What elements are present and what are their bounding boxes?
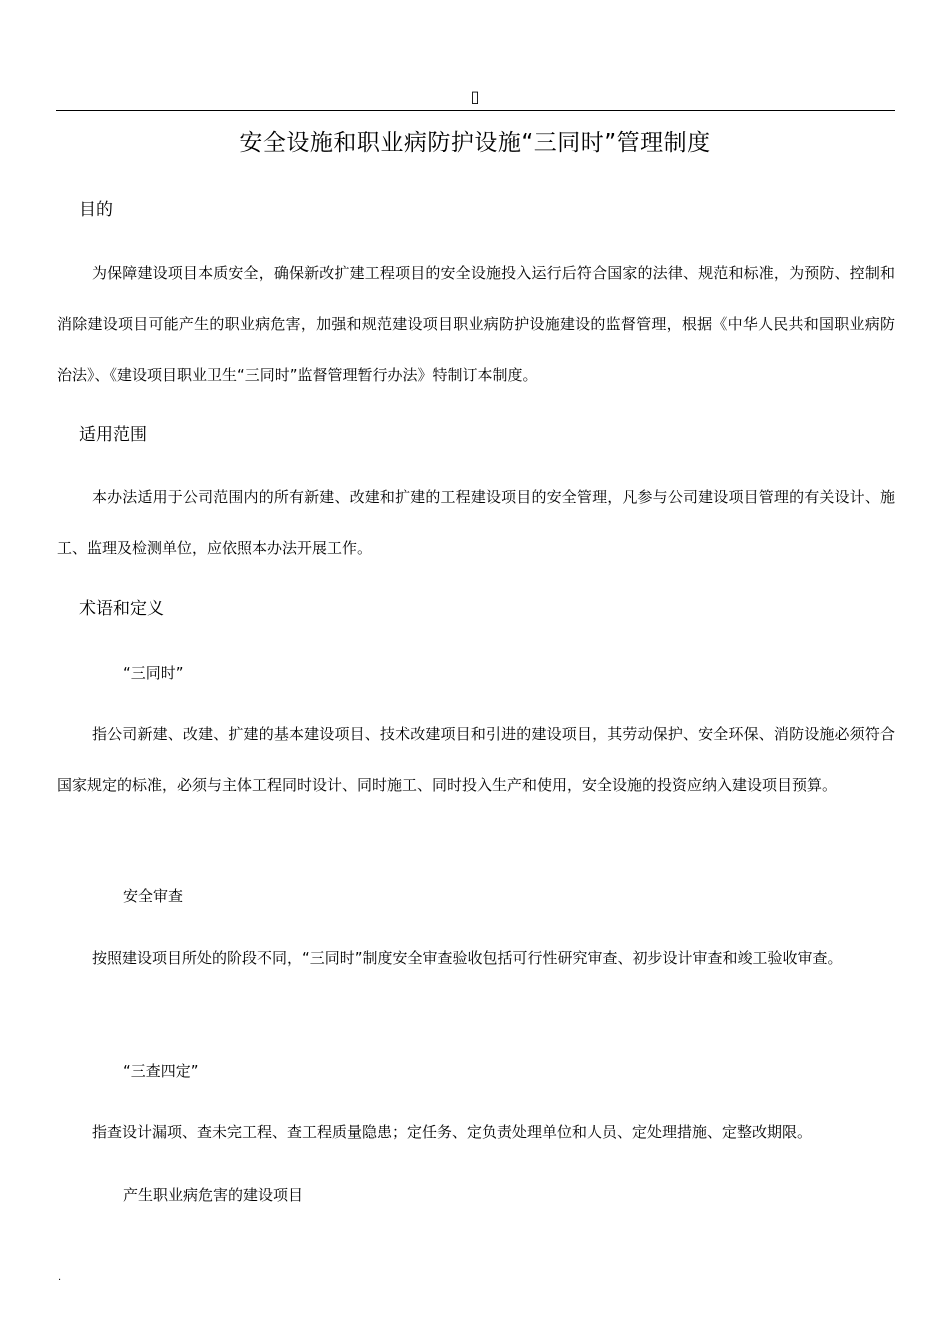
term-heading-occupational-hazard-projects: 产生职业病危害的建设项目 [123,1186,304,1204]
term-definition-three-simultaneous: 指公司新建、改建、扩建的基本建设项目、技术改建项目和引进的建设项目，其劳动保护、安全环保、消防设施必须符合国家规定的标准，必须与主体工程同时设计、同时施工、同时投入生产和使用，安全设施的投资应纳入建设项目预算。 [57,725,895,794]
term-heading-three-checks-four-determinations: “三查四定” [123,1062,199,1080]
section-heading-terms: 术语和定义 [79,599,164,619]
term-heading-three-simultaneous: “三同时” [123,664,184,682]
term-definition-three-checks-four-determinations: 指查设计漏项、查未完工程、查工程质量隐患；定任务、定负责处理单位和人员、定处理措施、定整改期限。 [92,1123,813,1141]
paragraph-purpose: 为保障建设项目本质安全，确保新改扩建工程项目的安全设施投入运行后符合国家的法律、规范和标准，为预防、控制和消除建设项目可能产生的职业病危害，加强和规范建设项目职业病防护设施建设的监督管理，根据《中华人民共和国职业病防治法》、《建设项目职业卫生“三同时”监督管理暂行办法》特制订本制度。 [57,264,895,384]
header-divider [56,110,895,111]
term-heading-safety-review: 安全审查 [123,887,184,905]
header-mark: ▯ [470,87,480,106]
paragraph-scope: 本办法适用于公司范围内的所有新建、改建和扩建的工程建设项目的安全管理，凡参与公司建设项目管理的有关设计、施工、监理及检测单位，应依照本办法开展工作。 [57,488,895,557]
section-heading-purpose: 目的 [79,200,113,220]
section-heading-scope: 适用范围 [79,425,147,445]
document-title: 安全设施和职业病防护设施“三同时”管理制度 [239,130,711,156]
term-definition-safety-review: 按照建设项目所处的阶段不同，“三同时”制度安全审查验收包括可行性研究审查、初步设计审查和竣工验收审查。 [92,949,843,967]
footer-mark: . [58,1272,62,1283]
